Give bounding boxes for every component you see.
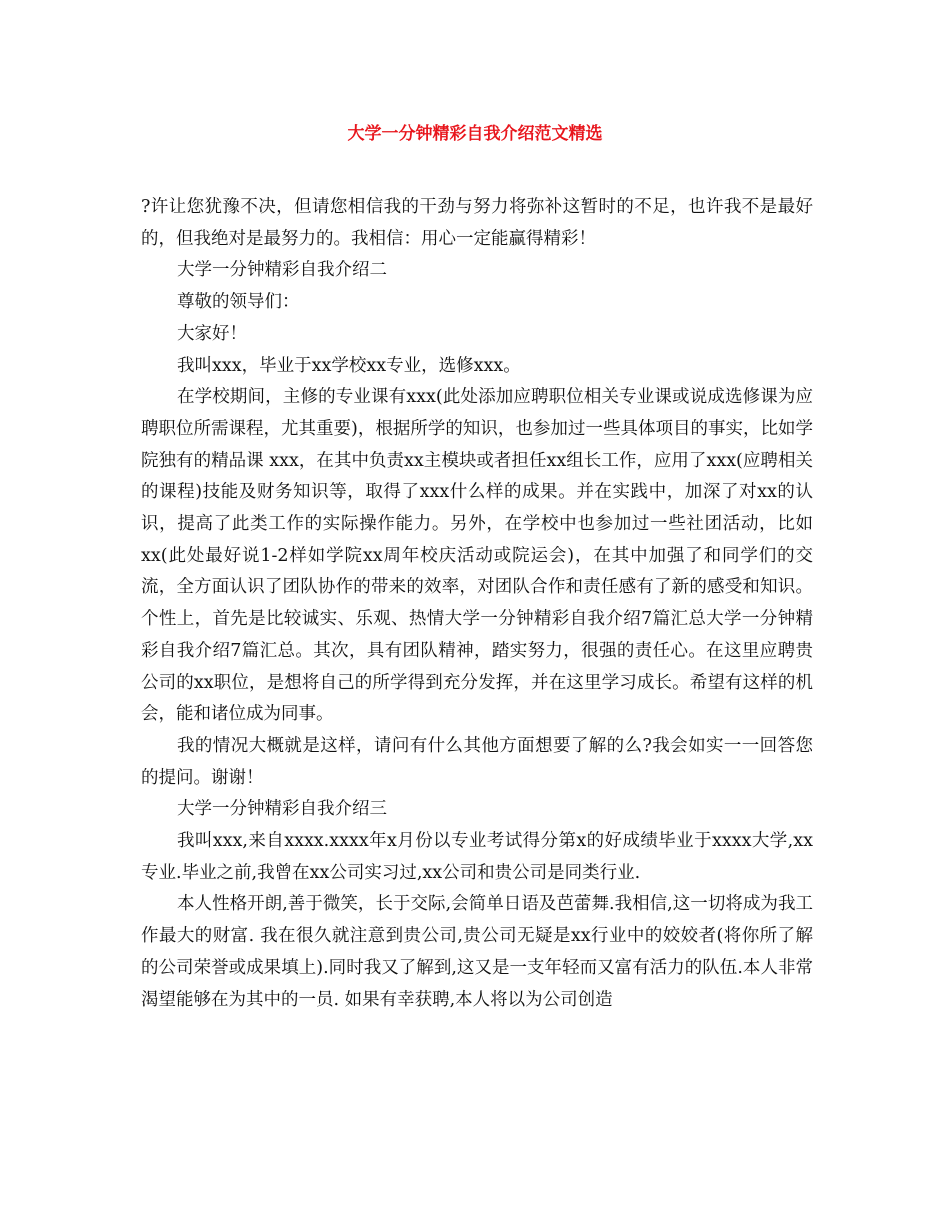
paragraph: 我的情况大概就是这样，请问有什么其他方面想要了解的么?我会如实一一回答您的提问。谢谢！ — [141, 735, 813, 788]
section-heading: 大学一分钟精彩自我介绍三 — [177, 799, 387, 820]
paragraph: 我叫xxx，毕业于xx学校xx专业，选修xxx。 — [177, 355, 521, 376]
section-heading: 大学一分钟精彩自我介绍二 — [177, 260, 387, 281]
document-title: 大学一分钟精彩自我介绍范文精选 — [347, 124, 603, 144]
paragraph: 我叫xxx,来自xxxx.xxxx年x月份以专业考试得分第x的好成绩毕业于xxxx大学,xx专业.毕业之前,我曾在xx公司实习过,xx公司和贵公司是同类行业. — [141, 831, 813, 883]
greeting: 大家好！ — [177, 323, 247, 344]
paragraph: 在学校期间，主修的专业课有xxx(此处添加应聘职位相关专业课或说成选修课为应聘职位所需课程，尤其重要)，根据所学的知识，也参加过一些具体项目的事实，比如学院独有的精品课 xxx，在其中负责xx主模块或者担任xx组长工作，应用了xxx(应聘相关的课程)技能及财务知识等，取得了xxx什么样的成果。并在实践中，加深了对xx的认识，提高了此类工作的实际操作能力。另外，在学校中也参加过一些社团活动，比如xx(此处最好说1-2样如学院xx周年校庆活动或院运会)，在其中加强了和同学们的交流，全方面认识了团队协作的带来的效率，对团队合作和责任感有了新的感受和知识。个性上，首先是比较诚实、乐观、热情大学一分钟精彩自我介绍7篇汇总大学一分钟精彩自我介绍7篇汇总。其次，具有团队精神，踏实努力，很强的责任心。在这里应聘贵公司的xx职位，是想将自己的所学得到充分发挥，并在这里学习成长。希望有这样的机会，能和诸位成为同事。 — [141, 387, 813, 725]
paragraph: ?许让您犹豫不决，但请您相信我的干劲与努力将弥补这暂时的不足，也许我不是最好的，但我绝对是最努力的。我相信：用心一定能赢得精彩！ — [141, 197, 813, 249]
paragraph: 本人性格开朗,善于微笑，长于交际,会简单日语及芭蕾舞.我相信,这一切将成为我工作最大的财富. 我在很久就注意到贵公司,贵公司无疑是xx行业中的姣姣者(将你所了解的公司荣誉或成果填上).同时我又了解到,这又是一支年轻而又富有活力的队伍.本人非常渴望能够在为其中的一员. 如果有幸获聘,本人将以为公司创造 — [141, 894, 813, 1010]
salutation: 尊敬的领导们： — [177, 292, 300, 313]
document-body — [141, 192, 813, 1016]
